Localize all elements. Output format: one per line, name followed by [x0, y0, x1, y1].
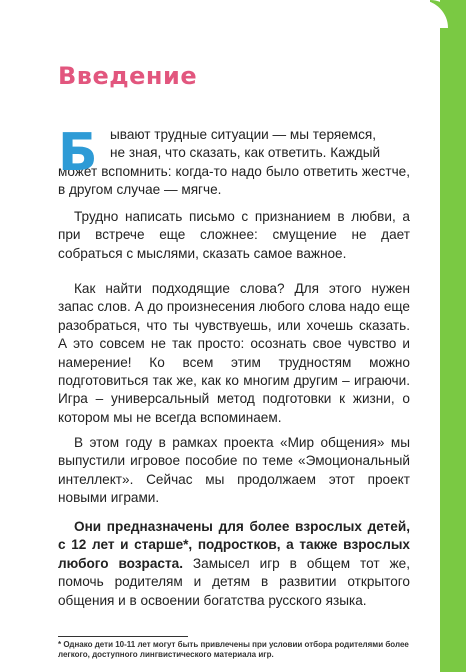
paragraph-project: В этом году в рамках проекта «Мир общения» мы выпустили игровое пособие по теме «Эмоциональный интеллект». Сейчас мы продолжаем этот проект новыми играми.: [58, 435, 410, 506]
paragraph-intro: [58, 123, 410, 200]
decorative-side-bar: [440, 0, 466, 672]
paragraph-intro-line-1: ывают трудные ситуации — мы теряемся,: [110, 127, 377, 142]
paragraph-audience-bold: Они предназначены для более взрослых детей, с 12 лет и старше*, подростков, а также взрослых любого возраста.: [58, 519, 410, 571]
page-title: Введение: [58, 62, 198, 90]
paragraph-audience: [58, 518, 410, 610]
footnote: * Однако дети 10-11 лет могут быть привлечены при условии отбора родителями более легкого, доступного лингвистического материала игр.: [58, 640, 409, 659]
paragraph-finding-words: Как найти подходящие слова? Для этого нужен запас слов. А до произнесения любого слова надо еще разобраться, что ты чувствуешь, или хочешь сказать. А это совсем не так просто: осознать свое чувство и намерение! Ко всем этим трудностям можно подготовиться так же, как ко многим другим – играючи. Игра – универсальный метод подготовки к жизни, о котором мы не всегда вспоминаем.: [58, 281, 410, 425]
footnote-divider: [58, 636, 188, 637]
drop-cap-letter: Б: [58, 123, 98, 183]
paragraph-audience-normal: Замысел игр в общем тот же, помочь родителям и детям в развитии открытого общения и в освоении богатства русского языка.: [58, 555, 410, 608]
paragraph-intro-rest: может вспомнить: когда-то надо было ответить жестче, в другом случае — мягче.: [58, 163, 410, 198]
paragraph-love-letter: Трудно написать письмо с признанием в любви, а при встрече еще сложнее: смущение не дает собраться с мыслями, сказать самое важное.: [58, 209, 410, 261]
paragraph-intro-line-2: не зная, что сказать, как ответить. Каждый: [110, 145, 381, 161]
